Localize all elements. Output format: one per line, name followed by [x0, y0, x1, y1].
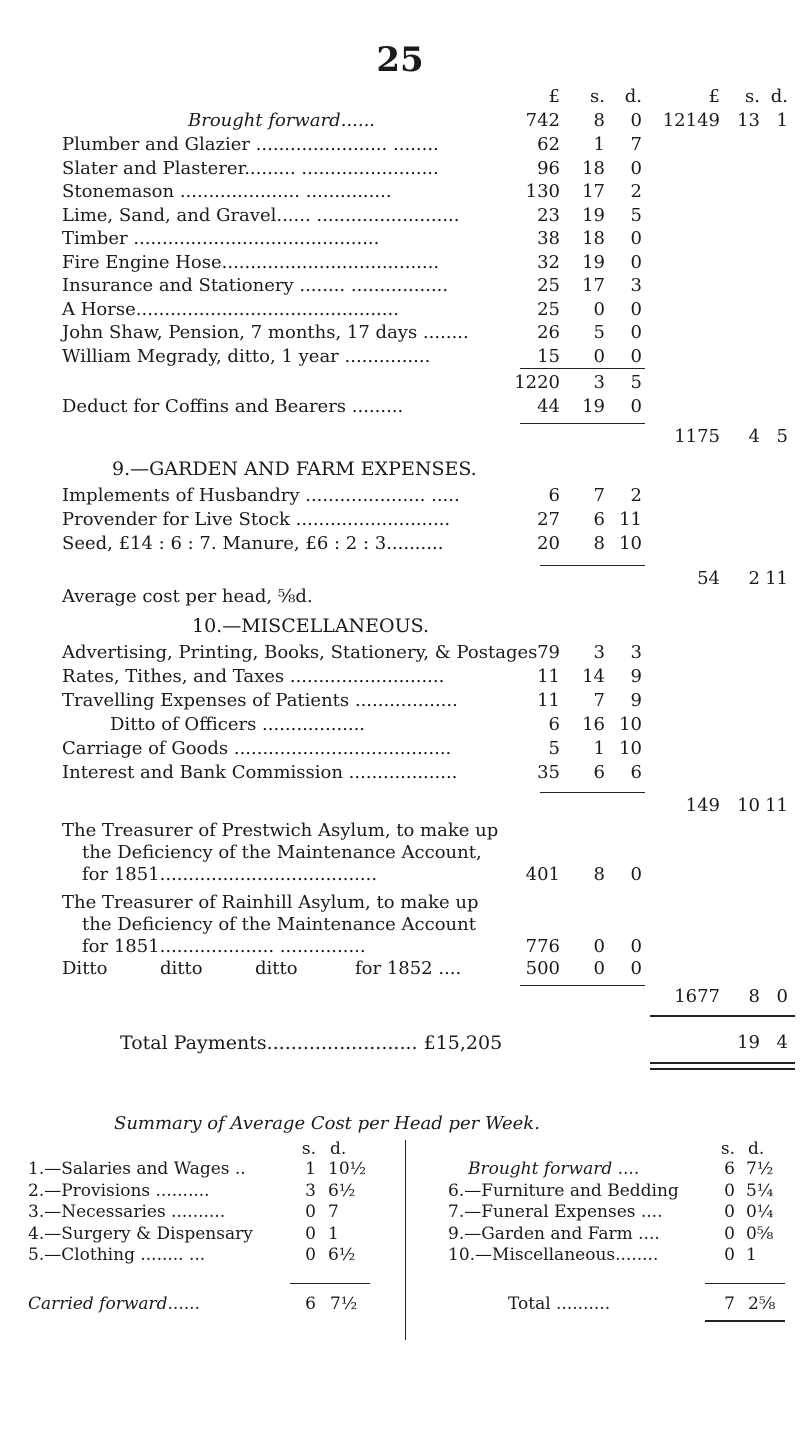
sec9-row-pounds: 27	[537, 509, 560, 530]
expense-row-label: Slater and Plasterer......... ........................	[62, 157, 439, 179]
sec10-row-label: Carriage of Goods ......................................	[62, 738, 452, 759]
summary-left-item-d: 6½	[328, 1180, 356, 1201]
bf-pence: 0	[630, 110, 642, 131]
summary-right-item-s: 0	[724, 1223, 735, 1244]
expense-row-pounds: 26	[537, 322, 560, 343]
col-header-pounds-2: £	[708, 86, 720, 107]
sec10-row-label: Rates, Tithes, and Taxes ...........................	[62, 666, 445, 687]
expense-row-pence: 0	[630, 251, 642, 273]
summary-right-item-d: 1	[746, 1245, 757, 1265]
expense-row-pounds: 15	[537, 345, 560, 367]
page-number: 25	[376, 40, 424, 80]
sec9-row-pence: 11	[619, 509, 642, 530]
expense-row-label: John Shaw, Pension, 7 months, 17 days ........	[62, 322, 469, 343]
summary-left-item-d: 1	[328, 1223, 339, 1244]
total-payments-shillings: 19	[737, 1032, 760, 1053]
summary-left-col-d: d.	[330, 1139, 347, 1159]
treasurer-total-shillings: 8	[748, 986, 760, 1007]
expense-row-shillings: 18	[582, 228, 605, 249]
expense-row-pence: 0	[630, 228, 642, 249]
total-payments-rule-2	[650, 1068, 795, 1070]
section-9-total-shillings: 2	[748, 568, 760, 589]
summary-left-item-label: 5.—Clothing ........ ...	[28, 1245, 206, 1265]
total-payments-rule-top	[650, 1015, 795, 1017]
expense-row-pence: 0	[630, 298, 642, 320]
section-9-total-pence: 11	[765, 568, 788, 589]
col-header-pence: d.	[624, 86, 642, 107]
sec9-row-label: Provender for Live Stock ...........................	[62, 509, 451, 530]
summary-total-s: 7	[724, 1294, 735, 1314]
summary-right-item-s: 0	[724, 1202, 735, 1222]
subtotal-rule	[520, 368, 645, 369]
summary-right-item-s: 0	[724, 1180, 735, 1201]
prestwich-pence: 0	[630, 864, 642, 885]
expense-row-pounds: 38	[537, 228, 560, 249]
sec10-row-label: Travelling Expenses of Patients ..................	[62, 690, 458, 711]
summary-right-rule	[705, 1283, 785, 1284]
expense-row-pence: 7	[630, 134, 642, 155]
sec9-row-label: Implements of Husbandry ..................... .....	[62, 485, 460, 506]
expense-row-pounds: 25	[537, 298, 560, 320]
summary-divider	[405, 1140, 406, 1340]
sec10-row-shillings: 14	[582, 666, 605, 687]
summary-left-item-d: 6½	[328, 1245, 356, 1265]
sec9-row-pounds: 6	[548, 485, 560, 506]
sec9-row-shillings: 8	[593, 533, 605, 554]
sec10-row-pounds: 35	[537, 762, 560, 783]
expense-row-shillings: 0	[593, 345, 605, 367]
ditto-2: ditto	[160, 958, 203, 979]
brought-forward-label: Brought forward......	[188, 110, 376, 131]
summary-right-bf-s: 6	[724, 1159, 735, 1179]
expense-row-shillings: 18	[582, 157, 605, 179]
expense-row-label: Lime, Sand, and Gravel...... .........................	[62, 204, 460, 226]
summary-left-rule	[290, 1283, 370, 1284]
sec10-row-pence: 6	[630, 762, 642, 783]
bf-pounds: 742	[525, 110, 560, 131]
sec10-row-pounds: 11	[537, 690, 560, 711]
prestwich-line-1: The Treasurer of Prestwich Asylum, to make up	[62, 820, 499, 841]
sec10-row-shillings: 1	[593, 738, 605, 759]
sec9-row-pounds: 20	[537, 533, 560, 554]
rainhill-pounds: 776	[525, 936, 560, 957]
expense-row-pounds: 25	[537, 275, 560, 296]
expense-row-label: Plumber and Glazier ....................... ........	[62, 134, 439, 155]
summary-title: Summary of Average Cost per Head per Week.	[114, 1113, 540, 1134]
ditto-3: ditto	[255, 958, 298, 979]
expense-row-label: A Horse..............................................	[62, 298, 399, 320]
sec9-row-shillings: 7	[593, 485, 605, 506]
summary-left-item-label: 1.—Salaries and Wages ..	[28, 1159, 246, 1179]
summary-right-item-label: 10.—Miscellaneous........	[448, 1245, 659, 1265]
summary-left-item-s: 1	[305, 1159, 316, 1179]
sec10-row-shillings: 3	[593, 642, 605, 663]
summary-total-rule	[705, 1320, 785, 1322]
summary-right-bf-d: 7½	[746, 1159, 774, 1179]
expense-row-pounds: 130	[525, 181, 560, 202]
section-10-total-pence: 11	[765, 795, 788, 816]
prestwich-shillings: 8	[593, 864, 605, 885]
sec10-row-pence: 3	[630, 642, 642, 663]
deduct-total-shillings: 4	[748, 426, 760, 447]
expense-row-label: Insurance and Stationery ........ .................	[62, 275, 449, 296]
average-cost-note: Average cost per head, ⅝d.	[62, 586, 313, 607]
total-payments-rule-1	[650, 1062, 795, 1064]
summary-left-item-d: 10½	[328, 1159, 367, 1179]
deduct-shillings: 19	[582, 396, 605, 417]
summary-left-item-d: 7	[328, 1202, 339, 1222]
sec10-row-pence: 9	[630, 690, 642, 711]
expense-row-pounds: 96	[537, 157, 560, 179]
expense-row-pounds: 23	[537, 204, 560, 226]
sec10-row-pence: 9	[630, 666, 642, 687]
prestwich-line-2: the Deficiency of the Maintenance Account,	[82, 842, 482, 863]
expense-row-label: Timber ...........................................	[62, 228, 380, 249]
subtotal-shillings: 3	[593, 372, 605, 393]
ditto-year: for 1852 ....	[355, 958, 462, 979]
section-10-heading: 10.—MISCELLANEOUS.	[192, 615, 430, 637]
carried-forward-s: 6	[305, 1294, 316, 1314]
expense-row-label: Stonemason ..................... ...............	[62, 181, 392, 202]
summary-right-item-label: 7.—Funeral Expenses ....	[448, 1202, 663, 1222]
section-9-total-pounds: 54	[697, 568, 720, 589]
bf-shillings: 8	[593, 110, 605, 131]
sec10-row-shillings: 7	[593, 690, 605, 711]
section-10-total-pounds: 149	[685, 795, 720, 816]
sec9-row-pence: 2	[630, 485, 642, 506]
expense-row-pence: 3	[630, 275, 642, 296]
expense-row-label: William Megrady, ditto, 1 year ...............	[62, 345, 431, 367]
ditto-pounds: 500	[525, 958, 560, 979]
col-header-shillings-2: s.	[745, 86, 760, 107]
sec9-row-pence: 10	[619, 533, 642, 554]
treasurer-total-pence: 0	[776, 986, 788, 1007]
summary-right-item-label: 9.—Garden and Farm ....	[448, 1223, 660, 1244]
bf-total-shillings: 13	[737, 110, 760, 131]
prestwich-line-3: for 1851......................................	[82, 864, 378, 885]
carried-forward-label: Carried forward......	[28, 1294, 200, 1314]
total-payments-label: Total Payments......................... £15,205	[120, 1032, 503, 1054]
expense-row-pence: 0	[630, 157, 642, 179]
sec10-row-label: Interest and Bank Commission ...................	[62, 762, 458, 783]
subtotal-pence: 5	[630, 372, 642, 393]
sec10-row-label: Advertising, Printing, Books, Stationery, & Postages	[62, 642, 538, 663]
ditto-1: Ditto	[62, 958, 108, 979]
expense-row-pence: 0	[630, 345, 642, 367]
rainhill-line-3: for 1851.................... ...............	[82, 936, 366, 957]
expense-row-label: Fire Engine Hose......................................	[62, 251, 440, 273]
section-9-rule	[540, 565, 645, 566]
sec10-row-shillings: 6	[593, 762, 605, 783]
summary-left-item-s: 0	[305, 1245, 316, 1265]
expense-row-pence: 5	[630, 204, 642, 226]
expense-row-shillings: 19	[582, 204, 605, 226]
expense-row-shillings: 0	[593, 298, 605, 320]
rainhill-pence: 0	[630, 936, 642, 957]
summary-right-item-d: 0⅝	[746, 1223, 774, 1244]
rainhill-line-1: The Treasurer of Rainhill Asylum, to make up	[62, 892, 479, 913]
sec9-row-label: Seed, £14 : 6 : 7. Manure, £6 : 2 : 3..........	[62, 533, 444, 554]
summary-left-item-label: 4.—Surgery & Dispensary	[28, 1223, 253, 1244]
col-header-pounds: £	[548, 86, 560, 107]
summary-left-item-label: 3.—Necessaries ..........	[28, 1202, 226, 1222]
section-10-total-shillings: 10	[737, 795, 760, 816]
summary-total-label: Total ..........	[508, 1294, 611, 1314]
summary-left-item-s: 0	[305, 1223, 316, 1244]
prestwich-pounds: 401	[525, 864, 560, 885]
summary-right-item-s: 0	[724, 1245, 735, 1265]
expense-row-pence: 2	[630, 181, 642, 202]
expense-row-shillings: 19	[582, 251, 605, 273]
expense-row-shillings: 1	[593, 134, 605, 155]
deduct-label: Deduct for Coffins and Bearers .........	[62, 396, 404, 417]
summary-left-col-s: s.	[301, 1139, 316, 1159]
summary-right-item-d: 5¼	[746, 1180, 774, 1201]
sec10-row-pounds: 79	[537, 642, 560, 663]
subtotal-pounds: 1220	[514, 372, 560, 393]
col-header-pence-2: d.	[770, 86, 788, 107]
bf-total-pence: 1	[776, 110, 788, 131]
summary-left-item-s: 0	[305, 1202, 316, 1222]
summary-right-col-s: s.	[720, 1139, 735, 1159]
sec10-row-label: Ditto of Officers ..................	[110, 714, 366, 735]
summary-right-bf-label: Brought forward ....	[468, 1159, 640, 1179]
summary-left-item-label: 2.—Provisions ..........	[28, 1180, 210, 1201]
summary-left-item-s: 3	[305, 1180, 316, 1201]
sec9-row-shillings: 6	[593, 509, 605, 530]
section-9-heading: 9.—GARDEN AND FARM EXPENSES.	[112, 458, 477, 480]
sec10-row-pence: 10	[619, 714, 642, 735]
expense-row-shillings: 17	[582, 181, 605, 202]
expense-row-shillings: 5	[593, 322, 605, 343]
summary-right-col-d: d.	[748, 1139, 765, 1159]
ditto-pence: 0	[630, 958, 642, 979]
rainhill-line-2: the Deficiency of the Maintenance Account	[82, 914, 476, 935]
expense-row-pounds: 62	[537, 134, 560, 155]
sec10-row-pence: 10	[619, 738, 642, 759]
deduct-pence: 0	[630, 396, 642, 417]
sec10-row-pounds: 5	[548, 738, 560, 759]
bf-total-pounds: 12149	[662, 110, 720, 131]
sec10-row-pounds: 6	[548, 714, 560, 735]
ditto-shillings: 0	[593, 958, 605, 979]
summary-right-item-d: 0¼	[746, 1202, 774, 1222]
expense-row-shillings: 17	[582, 275, 605, 296]
col-header-shillings: s.	[590, 86, 605, 107]
deduct-total-pounds: 1175	[674, 426, 720, 447]
expense-row-pence: 0	[630, 322, 642, 343]
section-10-rule	[540, 792, 645, 793]
treasurer-rule	[520, 985, 645, 986]
expense-row-pounds: 32	[537, 251, 560, 273]
total-payments-pence: 4	[776, 1032, 788, 1053]
sec10-row-pounds: 11	[537, 666, 560, 687]
summary-right-item-label: 6.—Furniture and Bedding	[448, 1180, 679, 1201]
summary-total-d: 2⅝	[748, 1294, 776, 1314]
rainhill-shillings: 0	[593, 936, 605, 957]
deduct-rule	[520, 423, 645, 424]
treasurer-total-pounds: 1677	[674, 986, 720, 1007]
sec10-row-shillings: 16	[582, 714, 605, 735]
deduct-total-pence: 5	[776, 426, 788, 447]
deduct-pounds: 44	[537, 396, 560, 417]
carried-forward-d: 7½	[330, 1294, 358, 1314]
